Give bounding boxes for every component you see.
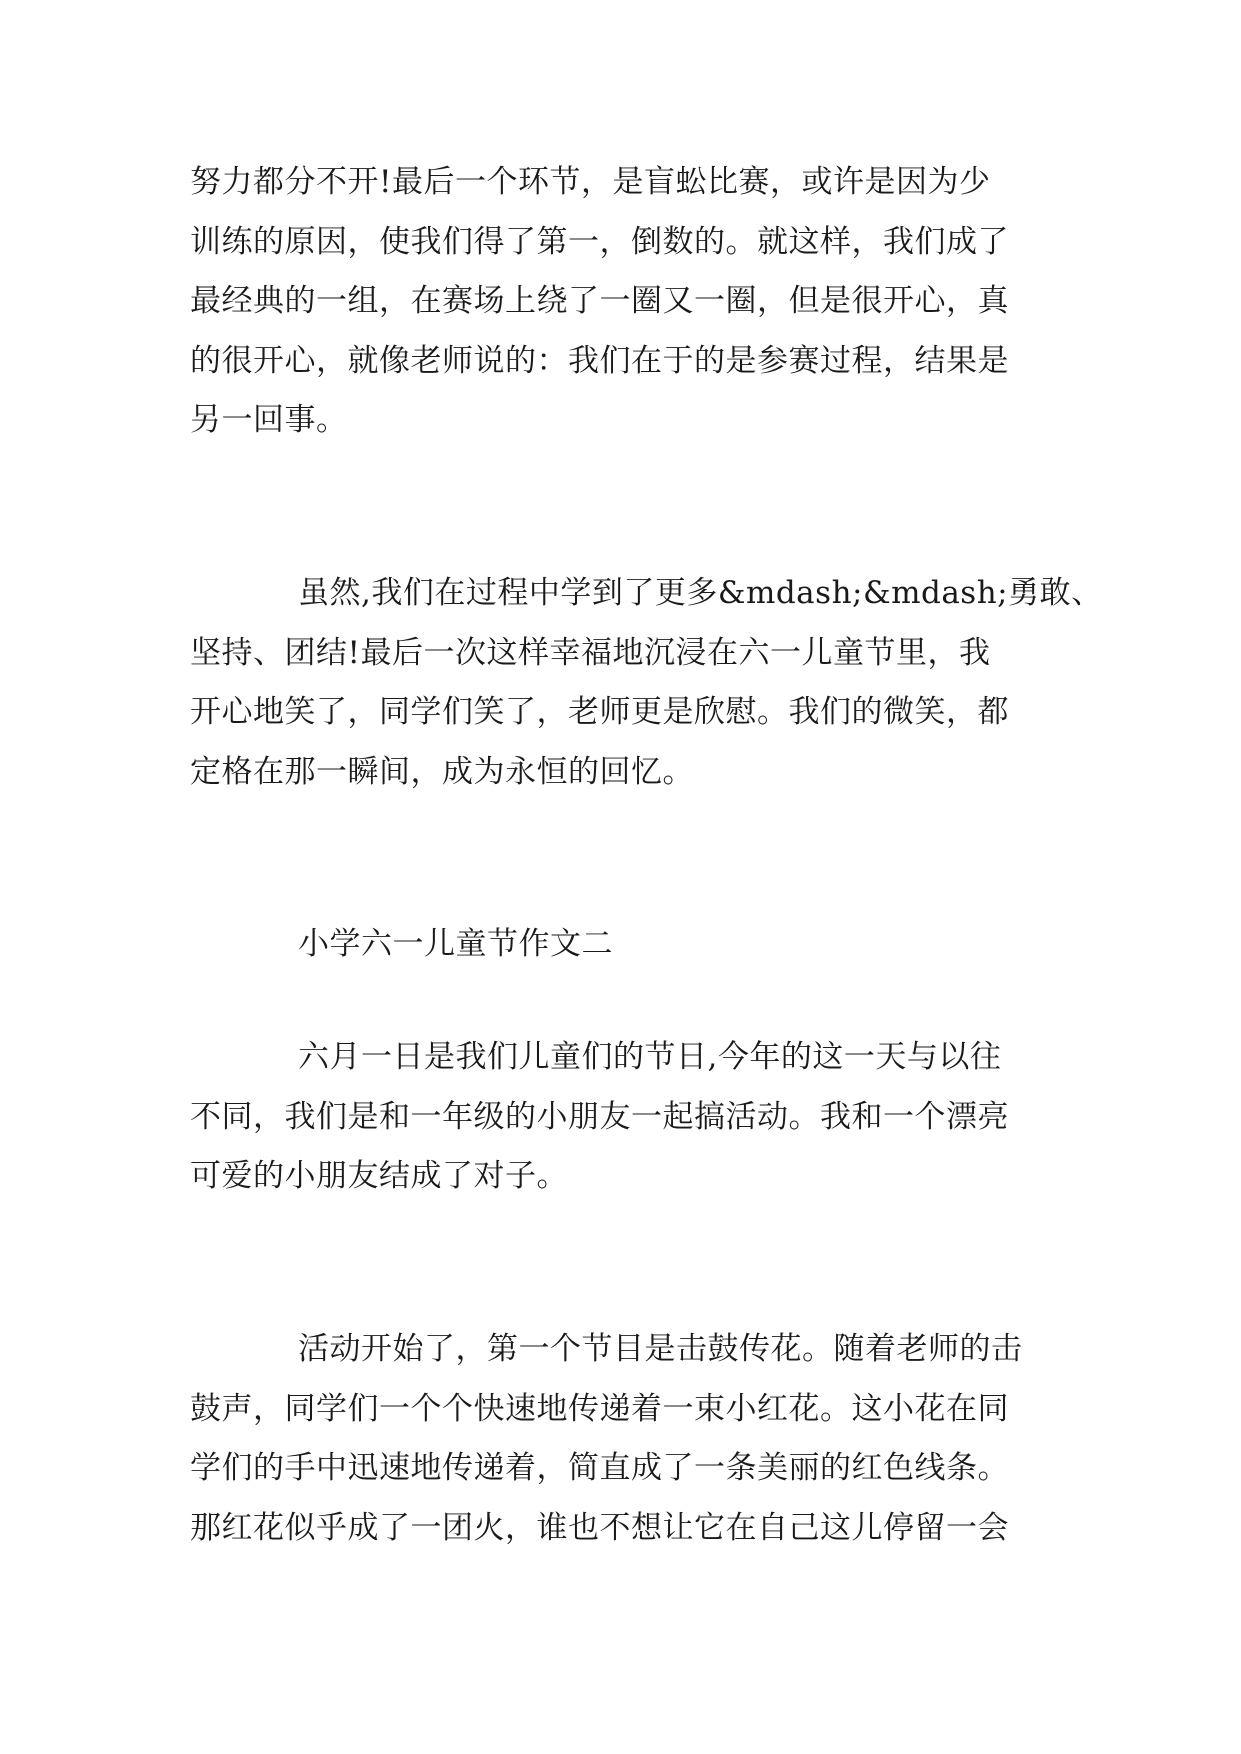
text-line: 虽然,我们在过程中学到了更多&mdash;&mdash;勇敢、 [298,575,1103,611]
text-line: 可爱的小朋友结成了对子。 [190,1158,568,1194]
text-line: 那红花似乎成了一团火，谁也不想让它在自己这儿停留一会 [190,1510,1009,1546]
text-line: 六月一日是我们儿童们的节日,今年的这一天与以往 [298,1039,1002,1075]
text-line: 的很开心，就像老师说的：我们在于的是参赛过程，结果是 [190,343,1009,379]
text-line: 努力都分不开!最后一个环节，是盲蚣比赛，或许是因为少 [190,164,991,200]
text-line: 另一回事。 [190,402,348,438]
text-line: 最经典的一组，在赛场上绕了一圈又一圈，但是很开心，真 [190,283,1009,319]
text-line: 坚持、团结!最后一次这样幸福地沉浸在六一儿童节里，我 [190,635,991,671]
text-line: 定格在那一瞬间，成为永恒的回忆。 [190,754,694,790]
text-line: 开心地笑了，同学们笑了，老师更是欣慰。我们的微笑，都 [190,694,1009,730]
text-line: 学们的手中迅速地传递着，简直成了一条美丽的红色线条。 [190,1450,1009,1486]
text-line: 不同，我们是和一年级的小朋友一起搞活动。我和一个漂亮 [190,1099,1009,1135]
section-heading: 小学六一儿童节作文二 [298,926,613,962]
text-line: 活动开始了，第一个节目是击鼓传花。随着老师的击 [298,1331,1023,1367]
text-line: 训练的原因，使我们得了第一，倒数的。就这样，我们成了 [190,224,1009,260]
text-line: 鼓声，同学们一个个快速地传递着一束小红花。这小花在同 [190,1391,1009,1427]
